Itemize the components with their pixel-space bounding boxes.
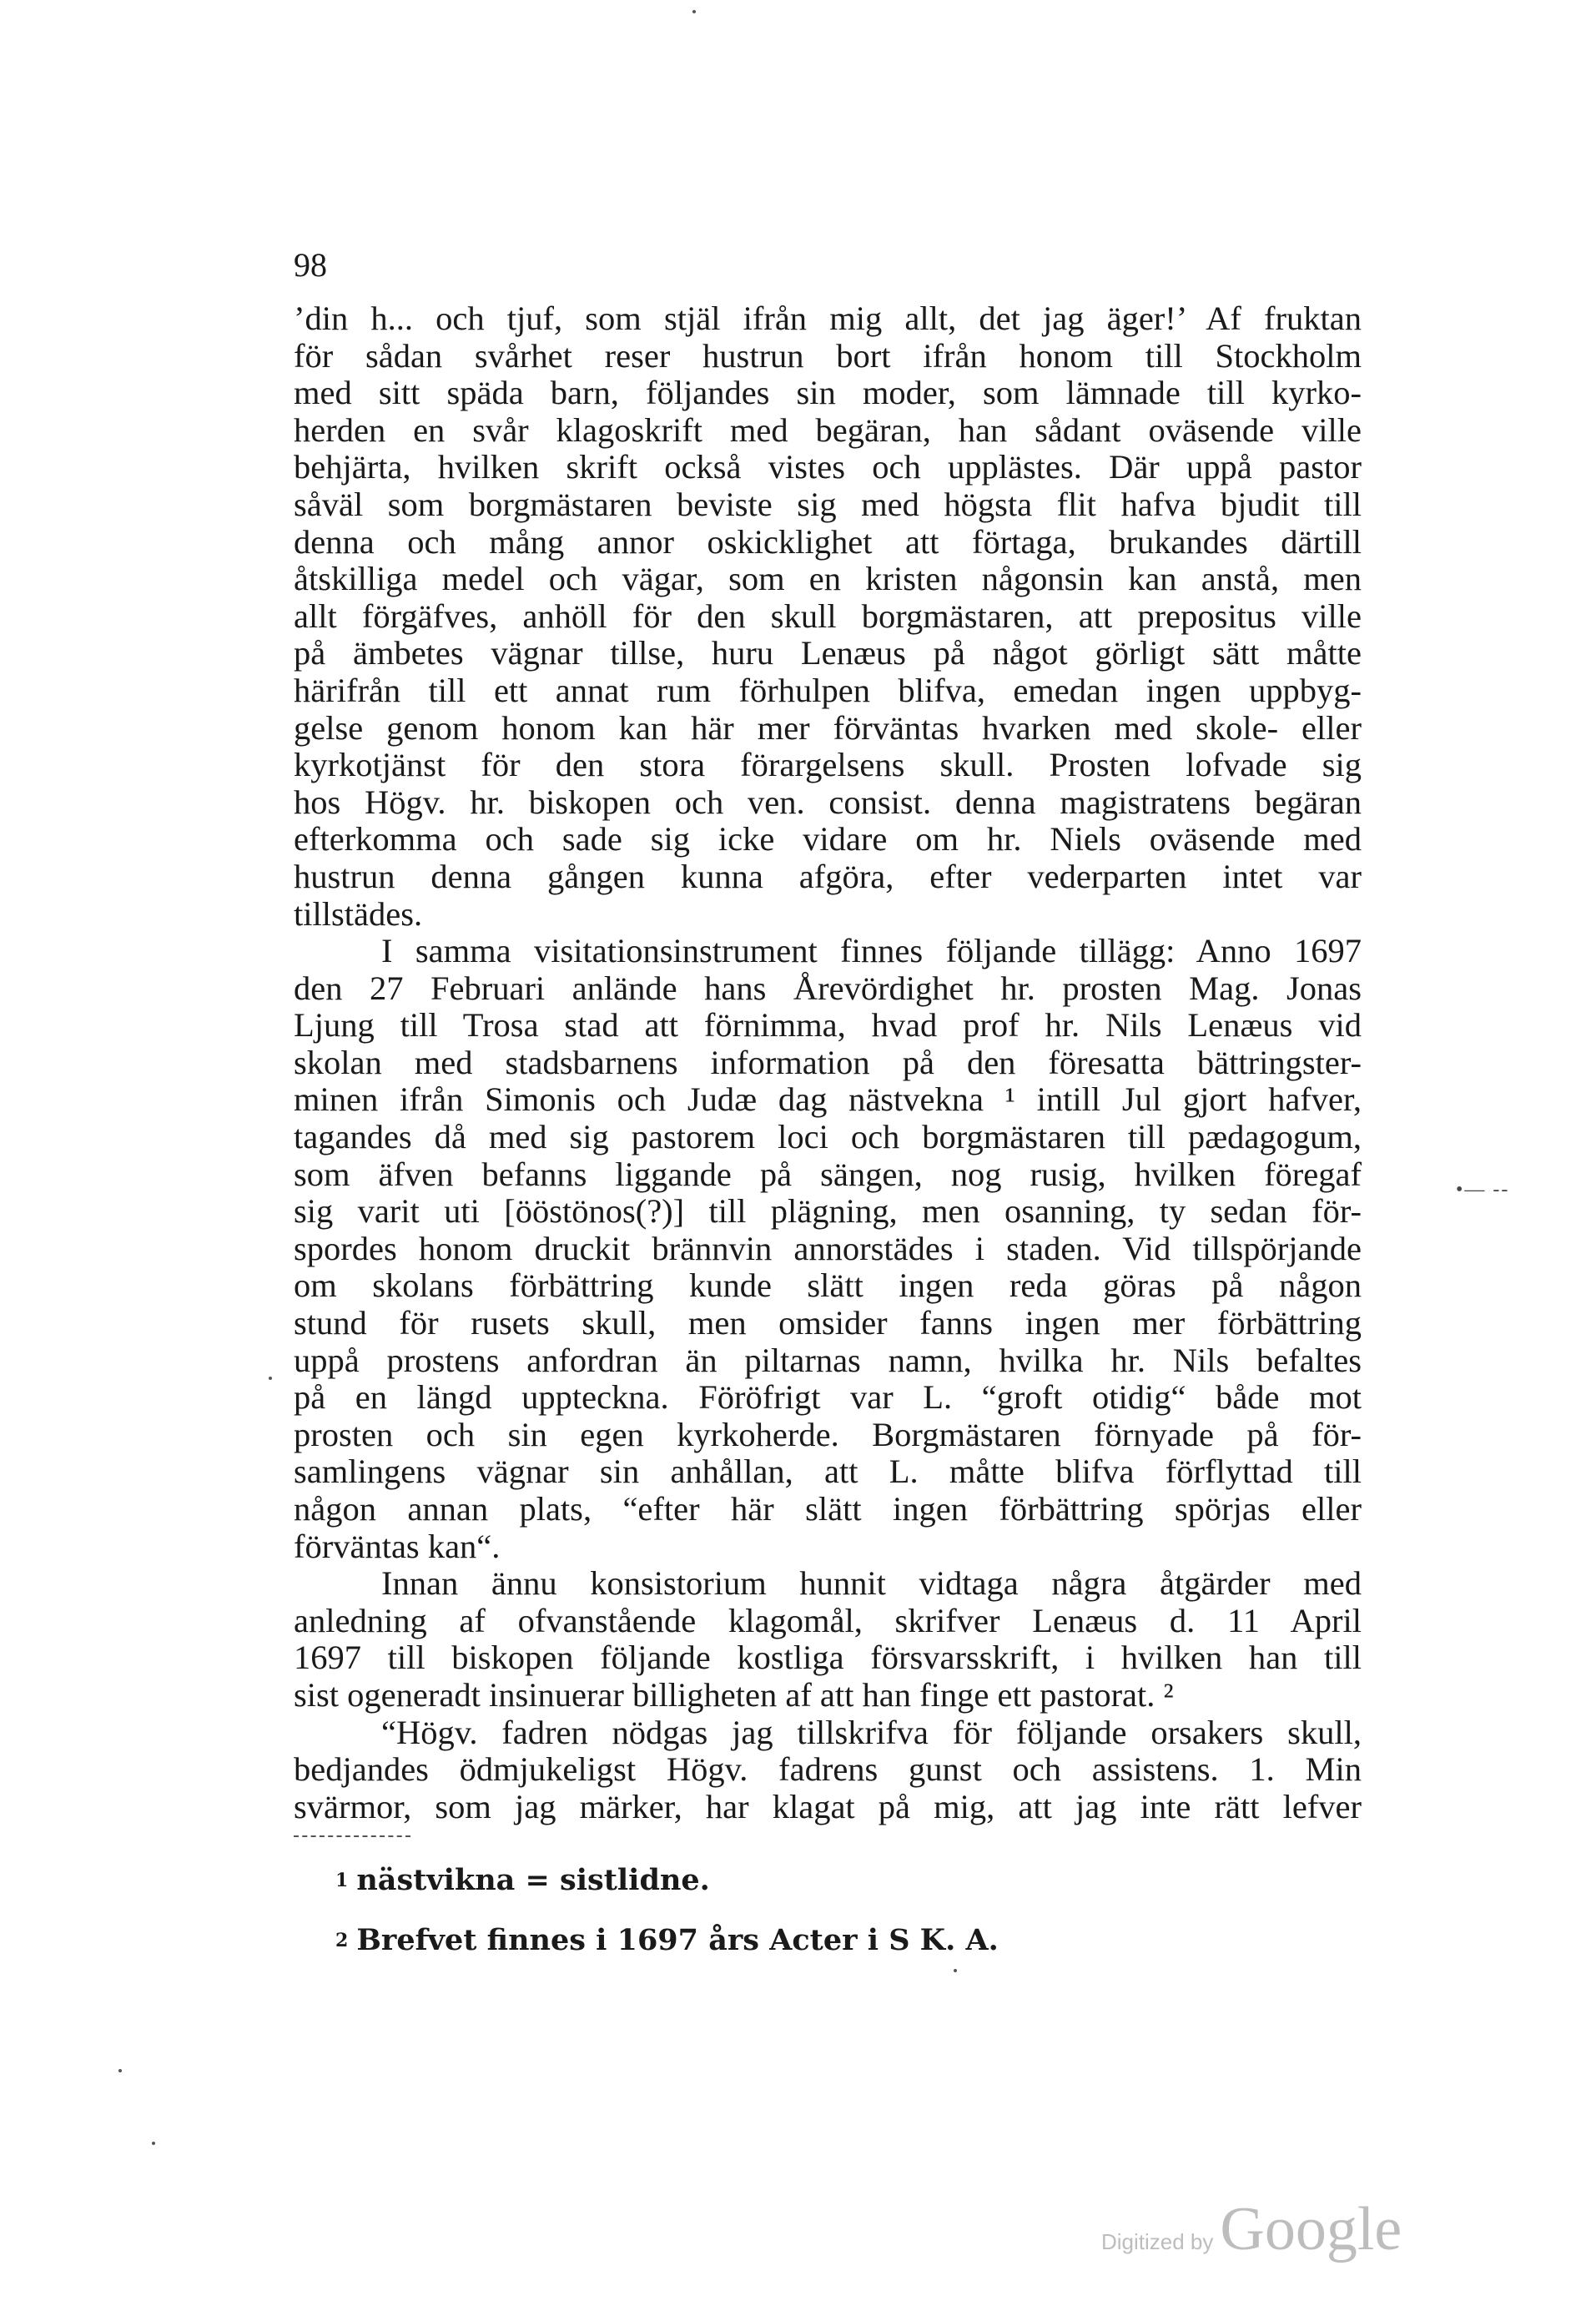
paragraph-start-line: I samma visitationsinstrument finnes följande tillägg: Anno 1697 [381,933,1362,970]
text-line: bedjandes ödmjukeligst Högv. fadrens gunst och assistens. 1. Min [294,1751,1362,1789]
text-line: anledning af ofvanstående klagomål, skrifver Lenæus d. 11 April [294,1602,1362,1639]
text-line: gelse genom honom kan här mer förväntas hvarken med skole- eller [294,709,1362,747]
text-line: skolan med stadsbarnens information på den föresatta bättringster- [294,1044,1362,1081]
footnote-marker: 1 [335,1870,349,1891]
paragraph-start-line: Innan ännu konsistorium hunnit vidtaga några åtgärder med [381,1565,1362,1603]
text-line: minen ifrån Simonis och Judæ dag nästvekna ¹ intill Jul gjort hafver, [294,1081,1362,1119]
watermark [1101,2194,1402,2265]
text-line: såväl som borgmästaren beviste sig med högsta flit hafva bjudit till [294,486,1362,523]
text-line: hos Högv. hr. biskopen och ven. consist. denna magistratens begäran [294,783,1362,821]
text-line: allt förgäfves, anhöll för den skull borgmästaren, att prepositus ville [294,597,1362,635]
watermark-prefix: Digitized by [1101,2229,1214,2254]
footnote-item [335,1911,999,1971]
text-line: samlingens vägnar sin anhållan, att L. måtte blifva förflyttad till [294,1453,1362,1491]
footnote-rule [294,1835,410,1837]
footnote-item [335,1850,999,1911]
text-line: tagandes då med sig pastorem loci och borgmästaren till pædagogum, [294,1119,1362,1156]
text-line: ’din h... och tjuf, som stjäl ifrån mig allt, det jag äger!’ Af fruktan [294,300,1362,337]
text-line: med sitt späda barn, följandes sin moder, som lämnade till kyrko- [294,375,1362,412]
text-line: efterkomma och sade sig icke vidare om hr. Niels oväsende med [294,821,1362,858]
text-line: sig varit uti [ööstönos(?)] till plägning, men osanning, ty sedan för- [294,1193,1362,1231]
text-line: spordes honom druckit brännvin annorstädes i staden. Vid tillspörjande [294,1230,1362,1267]
scan-speck [152,2142,155,2145]
text-line: som äfven befanns liggande på sängen, nog rusig, hvilken föregaf [294,1155,1362,1193]
text-line: svärmor, som jag märker, har klagat på mig, att jag inte rätt lefver [294,1788,1362,1825]
footnote-text: nästvikna = sistlidne. [356,1863,710,1897]
text-line: sist ogeneradt insinuerar billigheten af att han finge ett pastorat. ² [294,1675,1174,1714]
text-line: denna och mång annor oskicklighet att förtaga, brukandes därtill [294,523,1362,561]
text-line: hustrun denna gången kunna afgöra, efter vederparten intet var [294,858,1362,895]
text-line: herden en svår klagoskrift med begäran, han sådant oväsende ville [294,411,1362,449]
body-text [294,300,1362,1825]
scan-speck [269,1377,272,1380]
scan-speck [954,1969,957,1972]
footnote-marker: 2 [335,1930,349,1951]
page-number: 98 [294,246,327,284]
text-line: på en längd uppteckna. Föröfrigt var L. “groft otidig“ både mot [294,1379,1362,1417]
text-line: förväntas kan“. [294,1527,501,1565]
scan-speck [692,10,696,13]
google-logo: Google [1220,2195,1402,2263]
text-line: uppå prostens anfordran än piltarnas namn, hvilka hr. Nils befaltes [294,1342,1362,1379]
text-line: på ämbetes vägnar tillse, huru Lenæus på något görligt sätt måtte [294,635,1362,672]
text-line: härifrån till ett annat rum förhulpen blifva, emedan ingen uppbyg- [294,672,1362,709]
footnotes [335,1850,999,1971]
margin-mark: •— -- [1456,1179,1510,1201]
footnote-text: Brefvet finnes i 1697 års Acter i S K. A. [356,1923,999,1957]
text-line: stund för rusets skull, men omsider fanns ingen mer förbättring [294,1305,1362,1342]
paragraph-start-line: “Högv. fadren nödgas jag tillskrifva för följande orsakers skull, [381,1714,1362,1751]
text-line: åtskilliga medel och vägar, som en kristen någonsin kan anstå, men [294,561,1362,598]
text-line: för sådan svårhet reser hustrun bort ifrån honom till Stockholm [294,337,1362,375]
text-line: kyrkotjänst för den stora förargelsens skull. Prosten lofvade sig [294,747,1362,784]
text-line: behjärta, hvilken skrift också vistes och upplästes. Där uppå pastor [294,449,1362,486]
text-line: prosten och sin egen kyrkoherde. Borgmästaren förnyade på för- [294,1416,1362,1453]
text-line: 1697 till biskopen följande kostliga försvarsskrift, i hvilken han till [294,1639,1362,1677]
text-line: Ljung till Trosa stad att förnimma, hvad prof hr. Nils Lenæus vid [294,1007,1362,1045]
scan-speck [118,2069,122,2072]
text-line: om skolans förbättring kunde slätt ingen reda göras på någon [294,1267,1362,1305]
text-line: den 27 Februari anlände hans Årevördighet hr. prosten Mag. Jonas [294,969,1362,1007]
text-line: tillstädes. [294,894,423,933]
text-line: någon annan plats, “efter här slätt ingen förbättring spörjas eller [294,1491,1362,1528]
